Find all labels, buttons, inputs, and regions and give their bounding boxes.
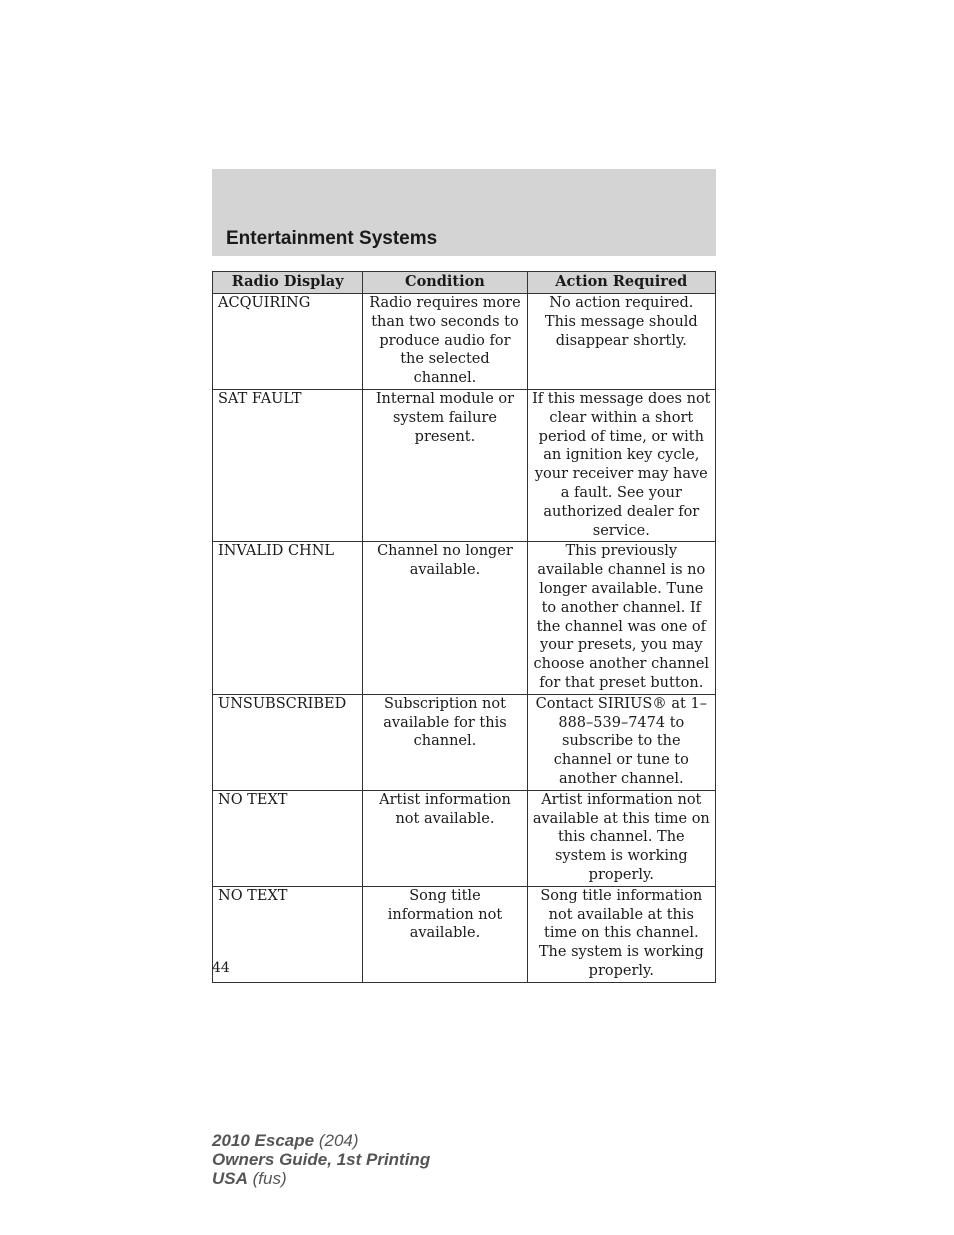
document-footer <box>212 1131 430 1188</box>
cell-condition: Artist information not available. <box>363 790 527 886</box>
table-row <box>213 389 716 541</box>
cell-action-required: Contact SIRIUS® at 1–888–539–7474 to subscribe to the channel or tune to another channel. <box>527 694 715 790</box>
footer-guide: Owners Guide, 1st Printing <box>212 1150 431 1169</box>
cell-action-required: Song title information not available at this time on this channel. The system is working properly. <box>527 886 715 982</box>
cell-condition: Channel no longer available. <box>363 542 527 694</box>
footer-model-code: (204) <box>318 1131 359 1150</box>
section-title: Entertainment Systems <box>226 228 438 249</box>
cell-action-required: If this message does not clear within a short period of time, or with an ignition key cycle, your receiver may have a fault. See your authorized dealer for service. <box>527 389 715 541</box>
cell-action-required: This previously available channel is no longer available. Tune to another channel. If the channel was one of your presets, you may choose another channel for that preset button. <box>527 542 715 694</box>
cell-radio-display: NO TEXT <box>213 886 363 982</box>
page-number: 44 <box>212 960 230 976</box>
footer-market-code: (fus) <box>252 1169 287 1188</box>
cell-radio-display: NO TEXT <box>213 790 363 886</box>
cell-action-required: No action required. This message should disappear shortly. <box>527 294 715 390</box>
cell-action-required: Artist information not available at this time on this channel. The system is working properly. <box>527 790 715 886</box>
table-header-row <box>213 272 716 294</box>
table-row <box>213 542 716 694</box>
footer-line-guide <box>212 1150 430 1169</box>
table-row <box>213 294 716 390</box>
column-header-action-required: Action Required <box>527 272 715 294</box>
column-header-radio-display: Radio Display <box>213 272 363 294</box>
cell-radio-display: SAT FAULT <box>213 389 363 541</box>
footer-line-model <box>212 1131 430 1150</box>
cell-condition: Subscription not available for this channel. <box>363 694 527 790</box>
table-row <box>213 790 716 886</box>
cell-condition: Internal module or system failure present. <box>363 389 527 541</box>
radio-display-table <box>212 271 716 983</box>
footer-line-market <box>212 1169 430 1188</box>
column-header-condition: Condition <box>363 272 527 294</box>
cell-condition: Song title information not available. <box>363 886 527 982</box>
table-row <box>213 694 716 790</box>
cell-radio-display: INVALID CHNL <box>213 542 363 694</box>
table-row <box>213 886 716 982</box>
cell-condition: Radio requires more than two seconds to produce audio for the selected channel. <box>363 294 527 390</box>
cell-radio-display: ACQUIRING <box>213 294 363 390</box>
footer-market: USA <box>212 1169 248 1188</box>
footer-model: 2010 Escape <box>212 1131 315 1150</box>
cell-radio-display: UNSUBSCRIBED <box>213 694 363 790</box>
